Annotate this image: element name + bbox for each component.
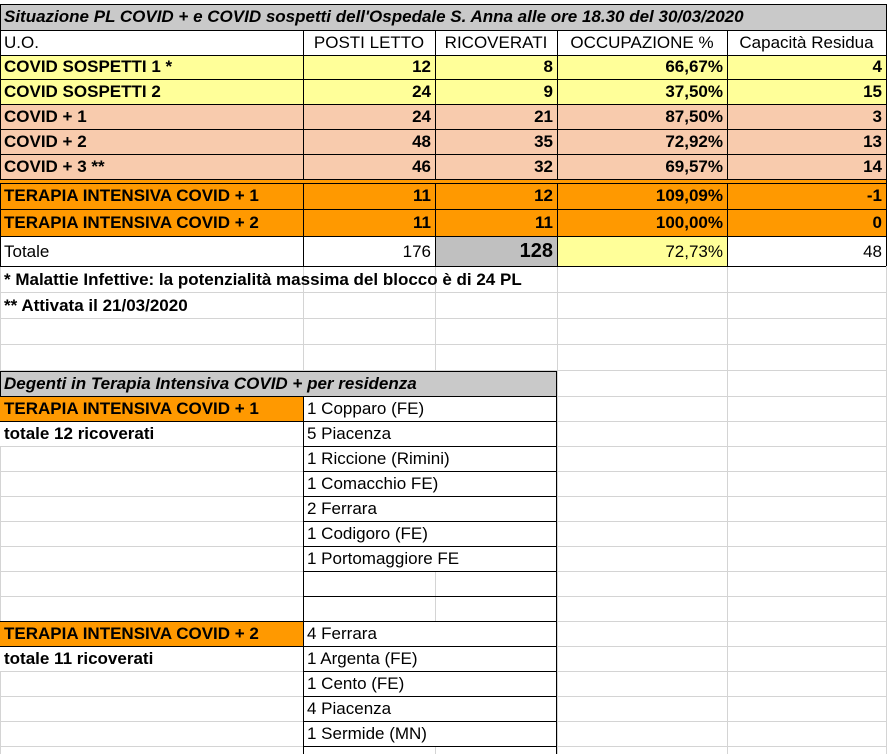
ward-capacita: 3 — [727, 104, 886, 129]
table-border — [557, 30, 558, 266]
residence-border — [303, 496, 556, 497]
column-header: U.O. — [0, 30, 303, 55]
note-line: * Malattie Infettive: la potenzialità massima del blocco è di 24 PL — [4, 269, 522, 289]
ward-occupazione: 66,67% — [557, 55, 727, 79]
table-border — [0, 236, 886, 237]
residence-border — [303, 646, 556, 647]
totals-ricoverati: 128 — [435, 237, 557, 266]
totals-occupazione: 72,73% — [557, 237, 727, 266]
ward-name: COVID SOSPETTI 1 * — [0, 55, 303, 79]
ward-occupazione: 69,57% — [557, 154, 727, 179]
residence-item: 2 Ferrara — [303, 496, 556, 521]
ward-occupazione: 109,09% — [557, 183, 727, 209]
ward-name: COVID + 1 — [0, 104, 303, 129]
ward-occupazione: 87,50% — [557, 104, 727, 129]
residence-border — [303, 721, 556, 722]
residence-item: 4 Ferrara — [303, 621, 556, 646]
residence-item: 1 Cento (FE) — [303, 671, 556, 696]
residence-item: 1 Copparo (FE) — [303, 396, 556, 421]
table-border — [0, 4, 886, 5]
residence-border — [303, 746, 556, 747]
ward-posti: 11 — [303, 183, 435, 209]
residence-border — [0, 421, 303, 422]
table-border — [886, 30, 887, 266]
ward-name: COVID + 3 ** — [0, 154, 303, 179]
table-border — [0, 209, 886, 210]
residence-item: 1 Argenta (FE) — [303, 646, 556, 671]
totals-posti: 176 — [303, 237, 435, 266]
ward-posti: 48 — [303, 129, 435, 154]
ward-capacita: 4 — [727, 55, 886, 79]
table-border — [0, 79, 886, 80]
residence-item: 4 Piacenza — [303, 696, 556, 721]
ward-ricoverati: 8 — [435, 55, 557, 79]
ward-capacita: -1 — [727, 183, 886, 209]
residence-border — [303, 446, 556, 447]
ward-capacita: 13 — [727, 129, 886, 154]
ward-ricoverati: 9 — [435, 79, 557, 104]
residence-border — [303, 671, 556, 672]
residence-border — [0, 621, 303, 622]
residence-border — [303, 521, 556, 522]
ward-capacita: 15 — [727, 79, 886, 104]
ward-name: COVID + 2 — [0, 129, 303, 154]
ward-posti: 46 — [303, 154, 435, 179]
ward-ricoverati: 12 — [435, 183, 557, 209]
table-border — [0, 30, 1, 266]
ward-occupazione: 100,00% — [557, 209, 727, 236]
totals-capacita: 48 — [727, 237, 886, 266]
ward-posti: 12 — [303, 55, 435, 79]
ward-occupazione: 72,92% — [557, 129, 727, 154]
table-border — [727, 30, 728, 266]
table-border — [0, 154, 886, 155]
sheet-title: Situazione PL COVID + e COVID sospetti dell'Ospedale S. Anna alle ore 18.30 del 30/03/2020 — [0, 4, 886, 30]
residence-border — [556, 371, 557, 754]
residence-item: 1 Comacchio FE) — [303, 471, 556, 496]
column-header: POSTI LETTO — [303, 30, 435, 55]
gridline-row — [0, 344, 886, 345]
residence-item: 1 Portomaggiore FE — [303, 546, 556, 571]
residence-unit: TERAPIA INTENSIVA COVID + 1 — [0, 396, 303, 421]
row-separator — [0, 180, 886, 183]
residence-border — [0, 371, 556, 372]
ward-posti: 24 — [303, 79, 435, 104]
ward-name: TERAPIA INTENSIVA COVID + 2 — [0, 209, 303, 236]
ward-ricoverati: 32 — [435, 154, 557, 179]
table-border — [0, 4, 1, 30]
table-border — [435, 30, 436, 266]
residence-title: Degenti in Terapia Intensiva COVID + per residenza — [0, 371, 556, 396]
ward-ricoverati: 11 — [435, 209, 557, 236]
residence-border — [303, 421, 556, 422]
ward-name: COVID SOSPETTI 2 — [0, 79, 303, 104]
column-header: RICOVERATI — [435, 30, 557, 55]
residence-border — [303, 621, 556, 622]
residence-border — [303, 396, 304, 754]
residence-border — [0, 646, 303, 647]
residence-total: totale 12 ricoverati — [0, 421, 303, 446]
residence-border — [303, 696, 556, 697]
residence-border — [303, 596, 556, 597]
ward-occupazione: 37,50% — [557, 79, 727, 104]
ward-ricoverati: 35 — [435, 129, 557, 154]
ward-posti: 24 — [303, 104, 435, 129]
note-line: ** Attivata il 21/03/2020 — [4, 295, 188, 315]
residence-border — [0, 371, 1, 396]
column-header: Capacità Residua — [727, 30, 886, 55]
residence-border — [303, 571, 556, 572]
table-border — [303, 30, 304, 266]
column-header: OCCUPAZIONE % — [557, 30, 727, 55]
ward-capacita: 14 — [727, 154, 886, 179]
table-border — [0, 129, 886, 130]
ward-name: TERAPIA INTENSIVA COVID + 1 — [0, 183, 303, 209]
totals-label: Totale — [0, 237, 303, 266]
ward-capacita: 0 — [727, 209, 886, 236]
residence-item: 1 Sermide (MN) — [303, 721, 556, 746]
residence-total: totale 11 ricoverati — [0, 646, 303, 671]
residence-item: 1 Codigoro (FE) — [303, 521, 556, 546]
table-border — [886, 4, 887, 30]
table-border — [0, 104, 886, 105]
table-border — [0, 183, 886, 184]
residence-border — [303, 396, 556, 397]
residence-item: 5 Piacenza — [303, 421, 556, 446]
table-border — [0, 55, 886, 56]
residence-item: 1 Riccione (Rimini) — [303, 446, 556, 471]
ward-posti: 11 — [303, 209, 435, 236]
gridline-row — [0, 318, 886, 319]
ward-ricoverati: 21 — [435, 104, 557, 129]
table-border — [0, 30, 886, 31]
residence-border — [303, 471, 556, 472]
residence-border — [303, 546, 556, 547]
residence-unit: TERAPIA INTENSIVA COVID + 2 — [0, 621, 303, 646]
